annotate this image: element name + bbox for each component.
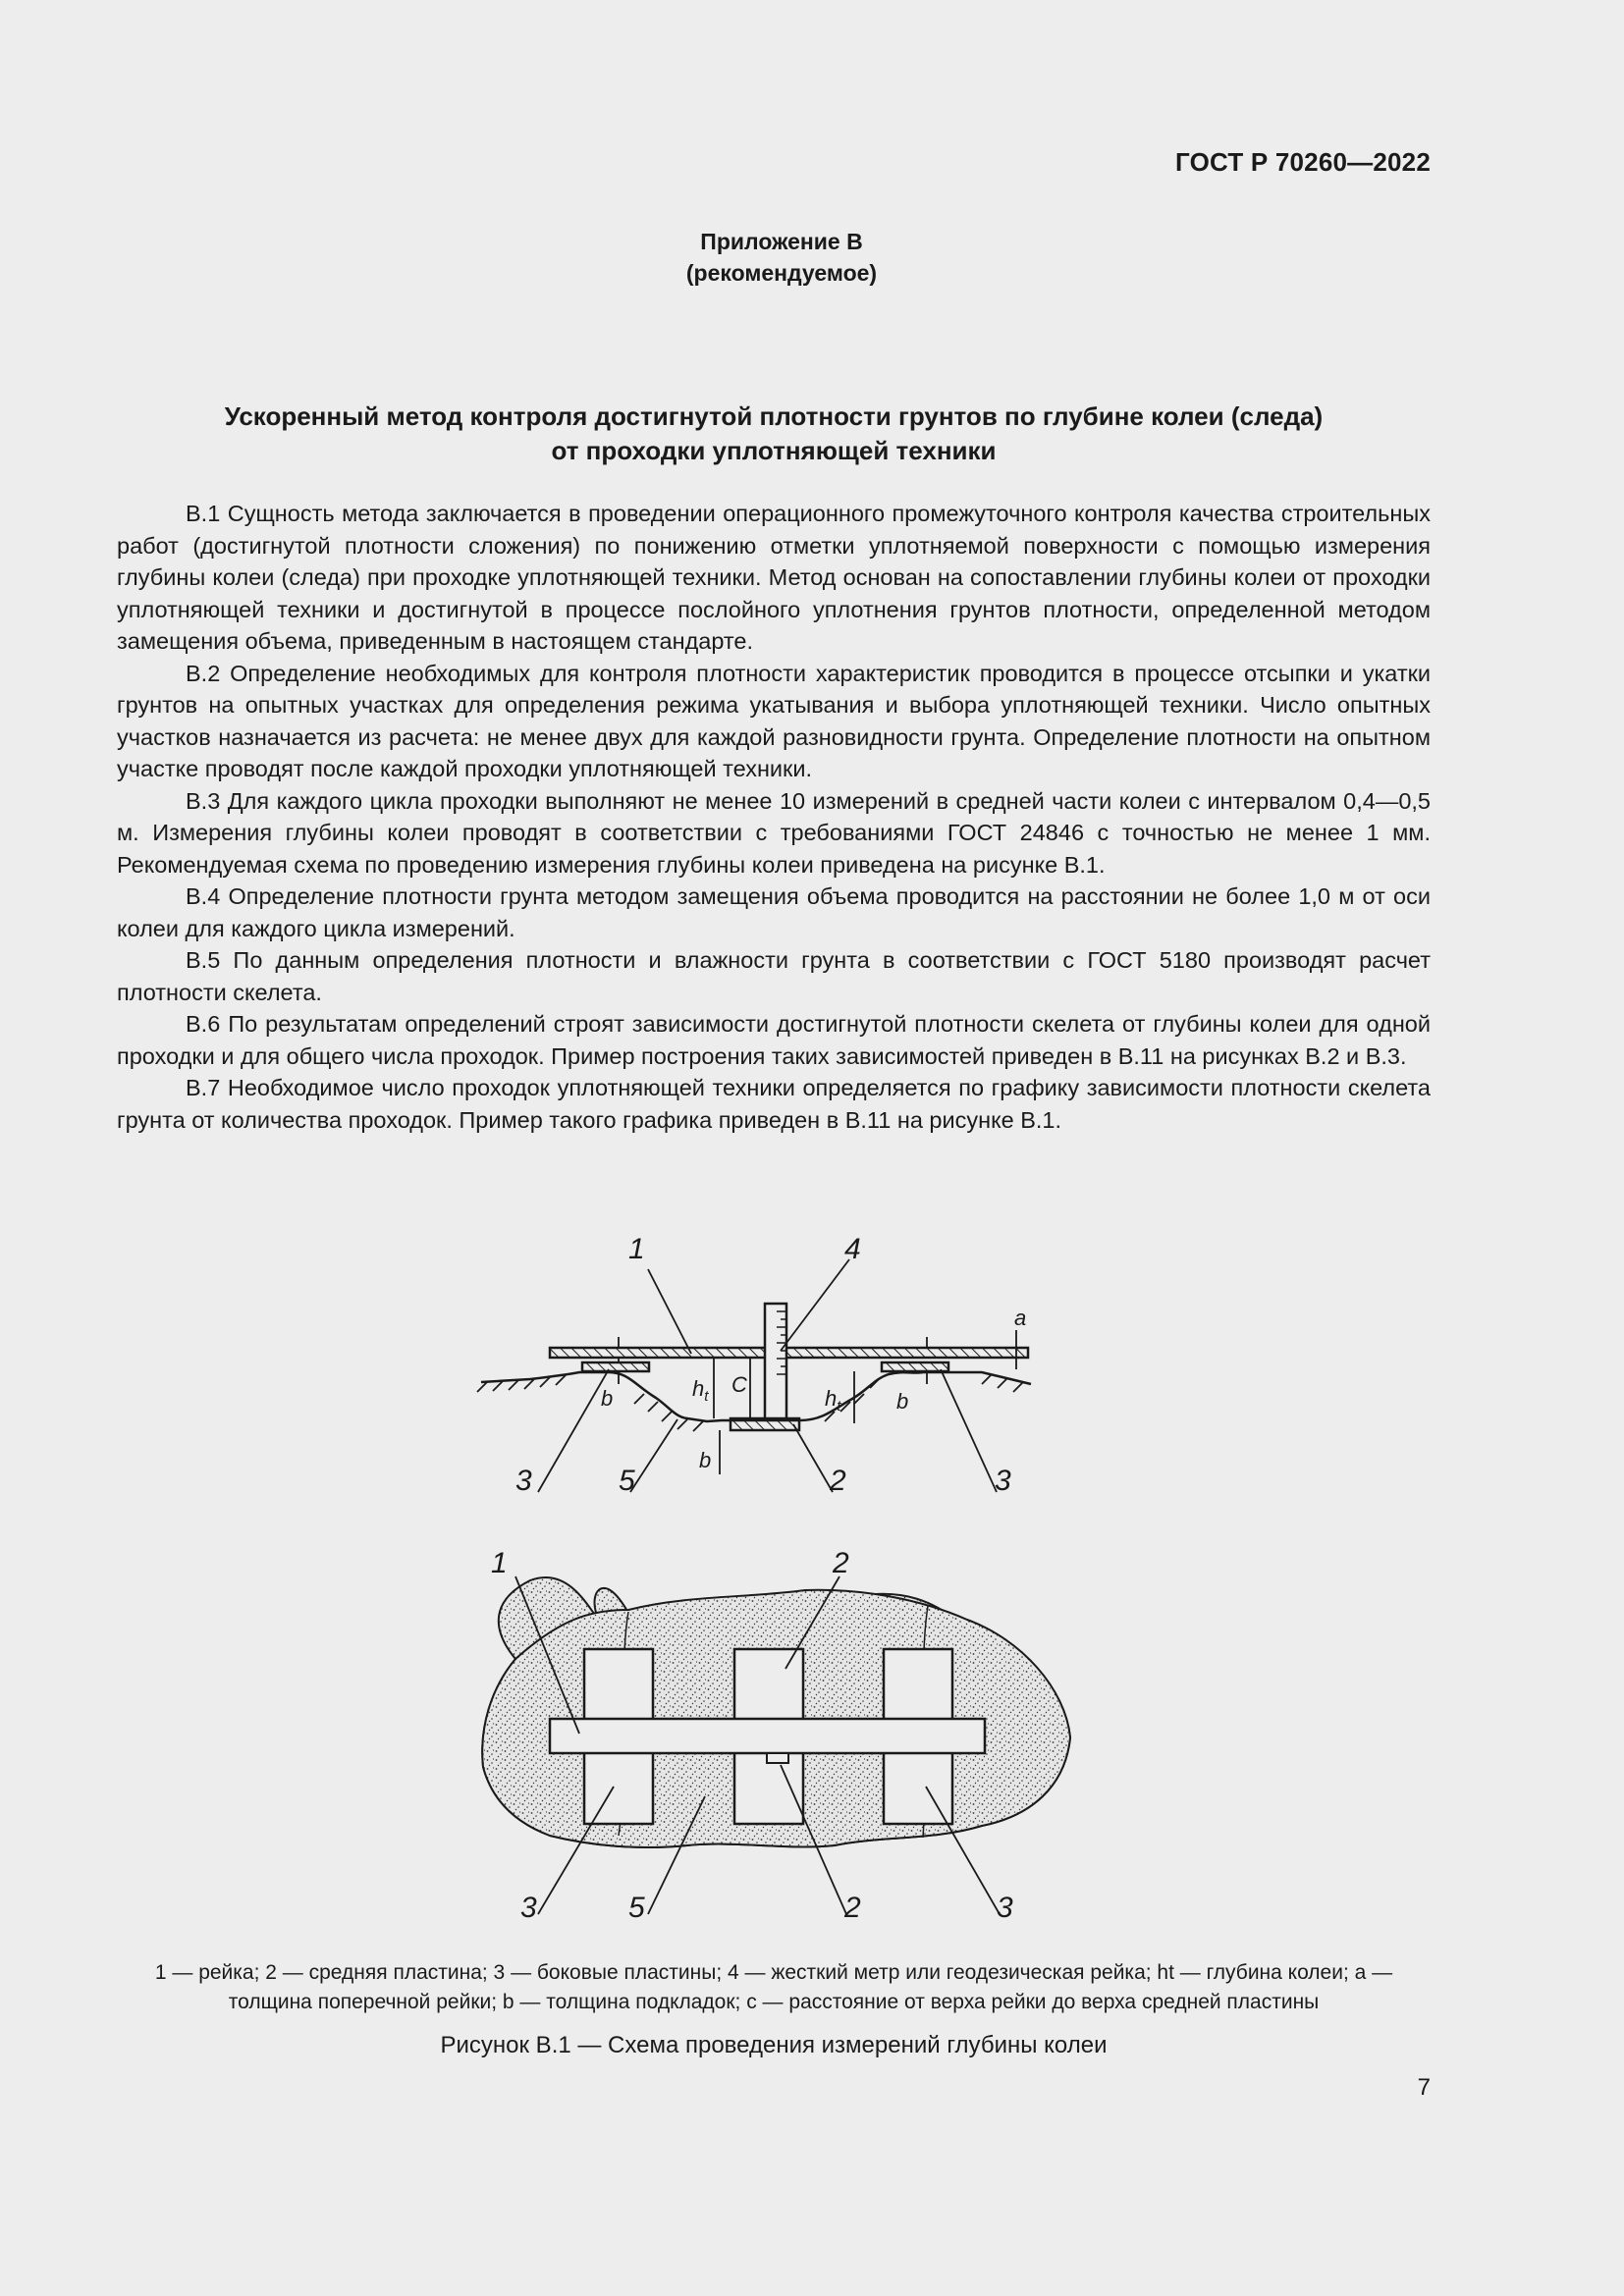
figure-caption: Рисунок В.1 — Схема проведения измерений глубины колеи [440,2032,1108,2058]
callout-3-section-right: 3 [995,1465,1011,1497]
document-code: ГОСТ Р 70260—2022 [1175,147,1431,177]
ground-profile [481,1372,1031,1421]
plan-view [482,1576,1070,1914]
dim-label-ht-right: $h_t$ [825,1386,841,1415]
dim-label-c: C [731,1372,747,1397]
section-title-line-1: Ускоренный метод контроля достигнутой плотности грунтов по глубине колеи (следа) [224,401,1324,431]
side-plate-right-section [882,1362,948,1371]
figure-legend-line-1: 1 — рейка; 2 — средняя пластина; 3 — боковые пластины; 4 — жесткий метр или геодезическая рейка; ht — глубина колеи; a — [154,1961,1393,1984]
callout-2-section: 2 [830,1465,846,1497]
middle-plate-section [731,1418,799,1430]
paragraph-b2: В.2 Определение необходимых для контроля плотности характеристик проводится в процессе отсыпки и укатки грунтов на опытных участках для определения режима укатывания и выбора уплотняющей техники. Число опытных участков назначается из расчета: не менее двух для каждой разновидности грунта. Определение плотности на опытном участке проводят после каждой проходки уплотняющей техники. [117,660,1431,781]
callout-1-plan: 1 [491,1547,508,1579]
figure-b1 [0,1217,1624,1944]
paragraph-b1: В.1 Сущность метода заключается в проведении операционного промежуточного контроля качества строительных работ (достигнутой плотности сложения) по понижению отметки уплотняемой поверхности с помощью измерения глубины колеи (следа) при проходке уплотняющей техники. Метод основан на сопоставлении глубины колеи от проходки уплотняющей техники и достигнутой в процессе послойного уплотнения грунтов плотности, определенной методом замещения объема, приведенным в настоящем стандарте. [117,501,1431,654]
appendix-status: (рекомендуемое) [685,260,878,286]
paragraph-b3: В.3 Для каждого цикла проходки выполняют не менее 10 измерений в средней части колеи с интервалом 0,4—0,5 м. Измерения глубины колеи проводят в соответствии с требованиями ГОСТ 24846 с точностью не менее 1 мм. Рекомендуемая схема по проведению измерения глубины колеи приведена на рисунке В.1. [117,787,1431,878]
callout-3-section-left: 3 [515,1465,532,1497]
callout-2-plan-bottom: 2 [844,1892,861,1924]
callout-2-plan-top: 2 [833,1547,849,1579]
callout-3-plan-left: 3 [520,1892,537,1924]
paragraph-b4: В.4 Определение плотности грунта методом замещения объема проводится на расстоянии не более 1,0 м от оси колеи для каждого цикла измерений. [117,883,1431,941]
figure-legend-line-2: толщина поперечной рейки; b — толщина подкладок; c — расстояние от верха рейки до верха средней пластины [228,1991,1320,2013]
appendix-title: Приложение В [700,229,863,254]
paragraph-b7: В.7 Необходимое число проходок уплотняющей техники определяется по графику зависимости плотности скелета грунта от количества проходок. Пример такого графика приведен в В.11 на рисунке В.1. [117,1075,1431,1133]
callout-5-section: 5 [619,1465,635,1497]
paragraph-b5: В.5 По данным определения плотности и влажности грунта в соответствии с ГОСТ 5180 производят расчет плотности скелета. [117,947,1431,1005]
section-title-line-2: от проходки уплотняющей техники [551,436,997,465]
rail-plan [550,1719,985,1753]
dim-label-ht-left: $h_t$ [692,1376,709,1405]
body-text [117,498,1431,1136]
callout-4-section: 4 [844,1233,861,1265]
callout-3-plan-right: 3 [997,1892,1013,1924]
measuring-rod [765,1304,786,1418]
side-plate-left-section [582,1362,649,1371]
section-view [477,1259,1031,1492]
dim-label-b-right: b [896,1389,909,1414]
rail-section [550,1348,1028,1358]
page-number: 7 [1417,2074,1431,2101]
callout-1-section: 1 [628,1233,645,1265]
callout-5-plan: 5 [628,1892,645,1924]
dim-label-b-bottom: b [699,1448,712,1472]
dim-label-b-left: b [601,1386,614,1411]
dim-label-a: a [1014,1306,1027,1330]
paragraph-b6: В.6 По результатам определений строят зависимости достигнутой плотности скелета от глубины колеи для одной проходки и для общего числа проходок. Пример построения таких зависимостей приведен в В.11 на рисунках В.2 и В.3. [117,1011,1431,1069]
rod-footprint-plan [767,1753,788,1763]
